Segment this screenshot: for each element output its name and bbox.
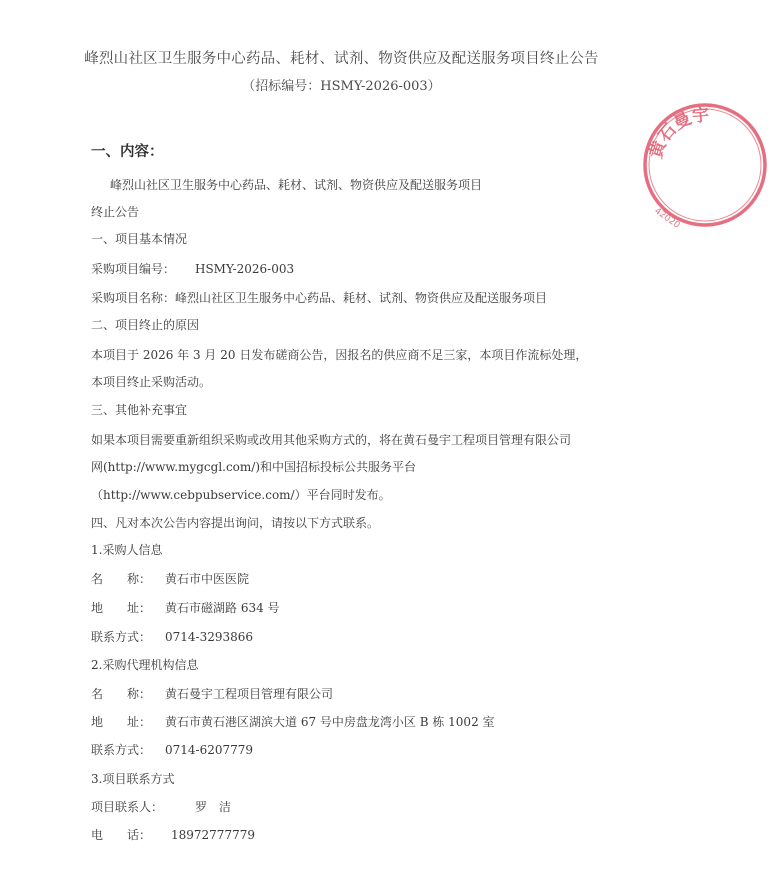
agent-phone-label: 联系方式：: [91, 743, 152, 757]
agent-address-label: 地 址：: [91, 715, 152, 729]
section-contact: 四、凡对本次公告内容提出询问，请按以下方式联系。: [91, 516, 380, 530]
section-supplementary: 三、其他补充事宜: [91, 403, 188, 417]
agent-name-label: 名 称：: [91, 687, 152, 701]
buyer-name-row: [91, 570, 249, 587]
contact-person-row: [91, 798, 231, 815]
buyer-phone-value: 0714-3293866: [165, 630, 254, 644]
project-name-row: [91, 289, 547, 306]
supplementary-line-1: 如果本项目需要重新组织采购或改用其他采购方式的，将在黄石曼宇工程项目管理有限公司: [91, 433, 572, 447]
supplementary-line-2: 网(http://www.mygcgl.com/)和中国招标投标公共服务平台: [91, 460, 417, 474]
contact-tel-label: 电 话：: [91, 828, 152, 842]
agent-address-row: [91, 713, 495, 730]
project-number-label: 采购项目编号：: [91, 262, 176, 276]
section-basic-info: 一、项目基本情况: [91, 232, 188, 246]
buyer-name-label: 名 称：: [91, 572, 152, 586]
contact-person-label: 项目联系人：: [91, 800, 164, 814]
section-termination-reason: 二、项目终止的原因: [91, 318, 200, 332]
content-heading: 一、内容：: [91, 143, 164, 160]
seal-text: 黄石曼宇: [646, 105, 710, 161]
buyer-address-value: 黄石市磁湖路 634 号: [165, 601, 280, 615]
agent-info-title: 2.采购代理机构信息: [91, 658, 199, 672]
reason-line-2: 本项目终止采购活动。: [91, 375, 212, 389]
seal-number: 42020: [652, 206, 682, 231]
intro-line-1: 峰烈山社区卫生服务中心药品、耗材、试剂、物资供应及配送服务项目: [110, 178, 483, 192]
project-number-value: HSMY-2026-003: [195, 262, 295, 276]
buyer-info-title: 1.采购人信息: [91, 543, 163, 557]
project-number-row: [91, 260, 294, 277]
contact-person-value: 罗 洁: [195, 800, 232, 814]
buyer-phone-label: 联系方式：: [91, 630, 152, 644]
agent-address-value: 黄石市黄石港区湖滨大道 67 号中房盘龙湾小区 B 栋 1002 室: [165, 715, 495, 729]
tender-number: （招标编号：HSMY-2026-003）: [242, 79, 441, 94]
contact-info-title: 3.项目联系方式: [91, 772, 175, 786]
intro-line-2: 终止公告: [91, 205, 140, 219]
buyer-address-row: [91, 599, 280, 616]
buyer-phone-row: [91, 628, 253, 645]
buyer-name-value: 黄石市中医医院: [165, 572, 250, 586]
contact-tel-value: 18972777779: [171, 828, 255, 842]
contact-tel-row: [91, 826, 255, 843]
agent-phone-value: 0714-6207779: [165, 743, 254, 757]
reason-line-1: 本项目于 2026 年 3 月 20 日发布磋商公告，因报名的供应商不足三家，本项目作流标处理，: [91, 348, 588, 362]
document-title: 峰烈山社区卫生服务中心药品、耗材、试剂、物资供应及配送服务项目终止公告: [84, 51, 599, 67]
agent-name-row: [91, 685, 333, 702]
supplementary-line-3: （http://www.cebpubservice.com/）平台同时发布。: [91, 488, 391, 502]
project-name-label: 采购项目名称：: [91, 291, 176, 305]
agent-name-value: 黄石曼宇工程项目管理有限公司: [165, 687, 334, 701]
official-seal-stamp: [640, 100, 770, 230]
buyer-address-label: 地 址：: [91, 601, 152, 615]
agent-phone-row: [91, 741, 253, 758]
project-name-value: 峰烈山社区卫生服务中心药品、耗材、试剂、物资供应及配送服务项目: [175, 291, 548, 305]
